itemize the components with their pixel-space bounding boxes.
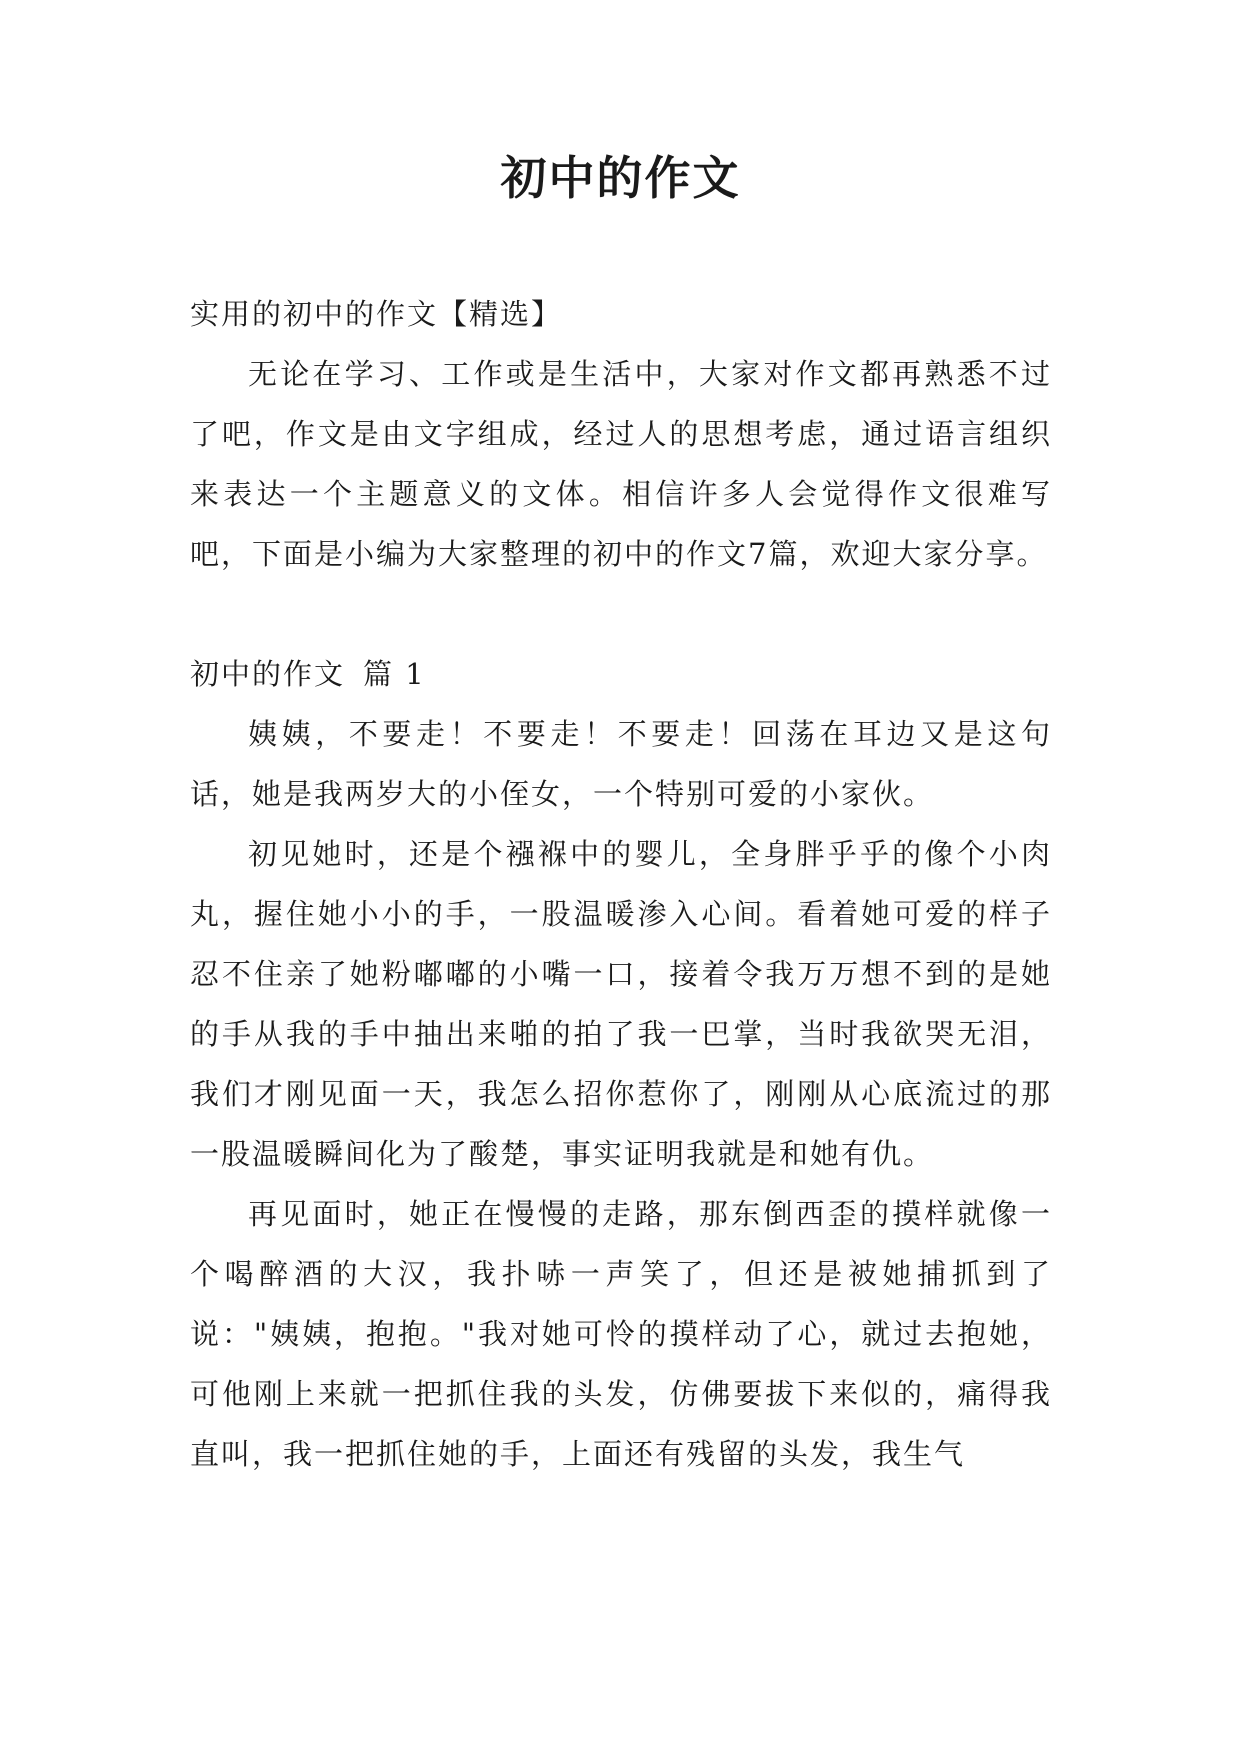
section-heading-title: 初中的作文 [190, 657, 346, 691]
body-paragraph: 初见她时，还是个襁褓中的婴儿，全身胖乎乎的像个小肉丸，握住她小小的手，一股温暖渗入心间。看着她可爱的样子忍不住亲了她粉嘟嘟的小嘴一口，接着令我万万想不到的是她的手从我的手中抽出来啪的拍了我一巴掌，当时我欲哭无泪，我们才刚见面一天，我怎么招你惹你了，刚刚从心底流过的那一股温暖瞬间化为了酸楚，事实证明我就是和她有仇。 [190, 837, 1052, 1171]
intro-paragraph: 无论在学习、工作或是生活中，大家对作文都再熟悉不过了吧，作文是由文字组成，经过人的思想考虑，通过语言组织来表达一个主题意义的文体。相信许多人会觉得作文很难写吧，下面是小编为大家整理的初中的作文7篇，欢迎大家分享。 [190, 357, 1052, 571]
section-heading-label: 篇 1 [363, 657, 426, 691]
body-paragraph: 姨姨，不要走！不要走！不要走！回荡在耳边又是这句话，她是我两岁大的小侄女，一个特别可爱的小家伙。 [190, 717, 1052, 811]
document-title: 初中的作文 [500, 151, 741, 205]
body-paragraph: 再见面时，她正在慢慢的走路，那东倒西歪的摸样就像一个喝醉酒的大汉，我扑哧一声笑了，但还是被她捕抓到了说："姨姨，抱抱。"我对她可怜的摸样动了心，就过去抱她，可他刚上来就一把抓住我的头发，仿佛要拔下来似的，痛得我直叫，我一把抓住她的手，上面还有残留的头发，我生气 [190, 1197, 1052, 1471]
section-spacer [190, 584, 1052, 644]
document-body [190, 284, 1052, 1484]
document-subtitle: 实用的初中的作文【精选】 [190, 297, 563, 331]
section-heading [190, 644, 1052, 704]
